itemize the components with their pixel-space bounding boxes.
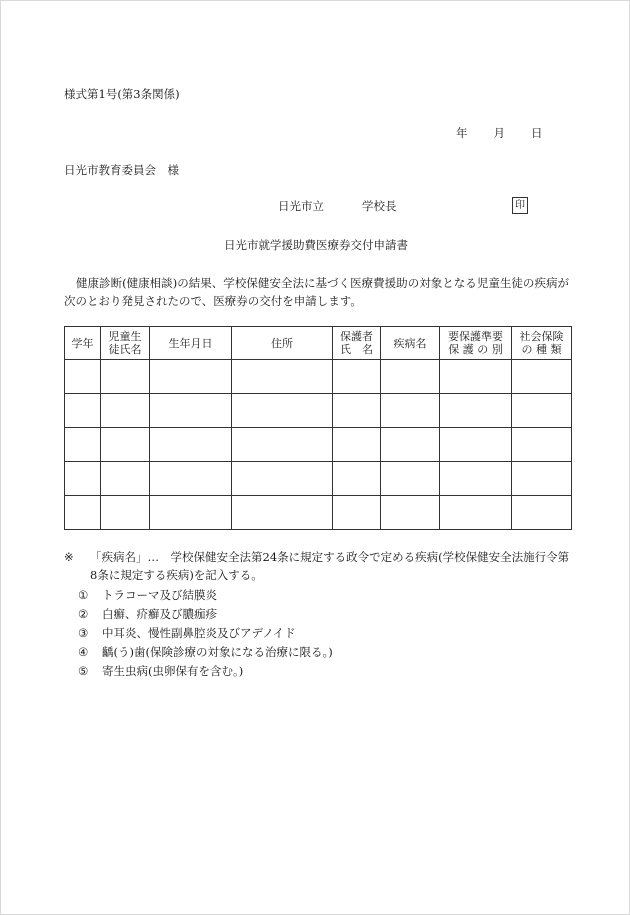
cell-birthdate[interactable] [150,360,232,394]
notes-section [64,548,574,681]
table-body [65,360,572,530]
header-welfare-type: 要保護準要 保 護 の 別 [440,327,512,360]
header-guardian-name: 保護者 氏 名 [333,327,381,360]
date-line [456,126,543,140]
sender-role: 学校長 [362,199,397,213]
body-text: 健康診断(健康相談)の結果、学校保健安全法に基づく医療費援助の対象となる児童生徒の疾病が次のとおり発見されたので、医療券の交付を申請します。 [64,276,569,308]
cell-address[interactable] [232,394,333,428]
header-disease-name: 疾病名 [381,327,440,360]
table-row [65,360,572,394]
note-mark: ※ [64,550,74,564]
cell-disease-name[interactable] [381,496,440,530]
cell-guardian-name[interactable] [333,496,381,530]
cell-address[interactable] [232,360,333,394]
cell-welfare-type[interactable] [440,496,512,530]
sender-city: 日光市立 [278,199,324,213]
cell-insurance-type[interactable] [512,496,572,530]
cell-insurance-type[interactable] [512,360,572,394]
cell-guardian-name[interactable] [333,394,381,428]
date-month-label: 月 [493,126,505,140]
header-insurance-type: 社会保険 の 種 類 [512,327,572,360]
header-address: 住所 [232,327,333,360]
header-grade: 学年 [65,327,101,360]
cell-welfare-type[interactable] [440,360,512,394]
cell-disease-name[interactable] [381,360,440,394]
cell-birthdate[interactable] [150,394,232,428]
note-item: ① トラコーマ及び結膜炎 [78,588,217,602]
table-row [65,394,572,428]
cell-grade[interactable] [65,462,101,496]
note-item: ④ 齲(う)歯(保険診療の対象になる治療に限る。) [78,645,333,659]
cell-grade[interactable] [65,496,101,530]
note-item: ② 白癬、疥癬及び膿痂疹 [78,607,217,621]
note-main-text: 「疾病名」… 学校保健安全法第24条に規定する政令で定める疾病(学校保健安全法施行令第8条に規定する疾病)を記入する。 [90,550,570,582]
cell-student-name[interactable] [101,462,150,496]
sender [278,199,397,213]
note-item: ⑤ 寄生虫病(虫卵保有を含む。) [78,664,244,678]
cell-guardian-name[interactable] [333,360,381,394]
header-student-name: 児童生 徒氏名 [101,327,150,360]
request-table [64,326,572,530]
cell-student-name[interactable] [101,360,150,394]
cell-address[interactable] [232,462,333,496]
cell-welfare-type[interactable] [440,394,512,428]
table-row [65,496,572,530]
document-title: 日光市就学援助費医療券交付申請書 [224,238,408,252]
cell-birthdate[interactable] [150,496,232,530]
table-row [65,462,572,496]
cell-welfare-type[interactable] [440,428,512,462]
cell-birthdate[interactable] [150,462,232,496]
cell-insurance-type[interactable] [512,394,572,428]
note-list [64,586,574,681]
header-birthdate: 生年月日 [150,327,232,360]
cell-welfare-type[interactable] [440,462,512,496]
cell-disease-name[interactable] [381,394,440,428]
cell-grade[interactable] [65,428,101,462]
cell-disease-name[interactable] [381,428,440,462]
table-header-row [65,327,572,360]
date-year-label: 年 [456,126,468,140]
cell-insurance-type[interactable] [512,462,572,496]
cell-disease-name[interactable] [381,462,440,496]
cell-grade[interactable] [65,394,101,428]
date-day-label: 日 [531,126,543,140]
cell-grade[interactable] [65,360,101,394]
cell-student-name[interactable] [101,428,150,462]
cell-insurance-type[interactable] [512,428,572,462]
note-main [64,548,574,584]
cell-guardian-name[interactable] [333,428,381,462]
cell-guardian-name[interactable] [333,462,381,496]
table-row [65,428,572,462]
note-item: ③ 中耳炎、慢性副鼻腔炎及びアデノイド [78,626,296,640]
cell-birthdate[interactable] [150,428,232,462]
cell-student-name[interactable] [101,394,150,428]
form-number: 様式第1号(第3条関係) [64,87,180,101]
cell-address[interactable] [232,428,333,462]
cell-student-name[interactable] [101,496,150,530]
addressee: 日光市教育委員会 様 [64,163,179,177]
cell-address[interactable] [232,496,333,530]
seal-mark: 印 [512,197,528,214]
